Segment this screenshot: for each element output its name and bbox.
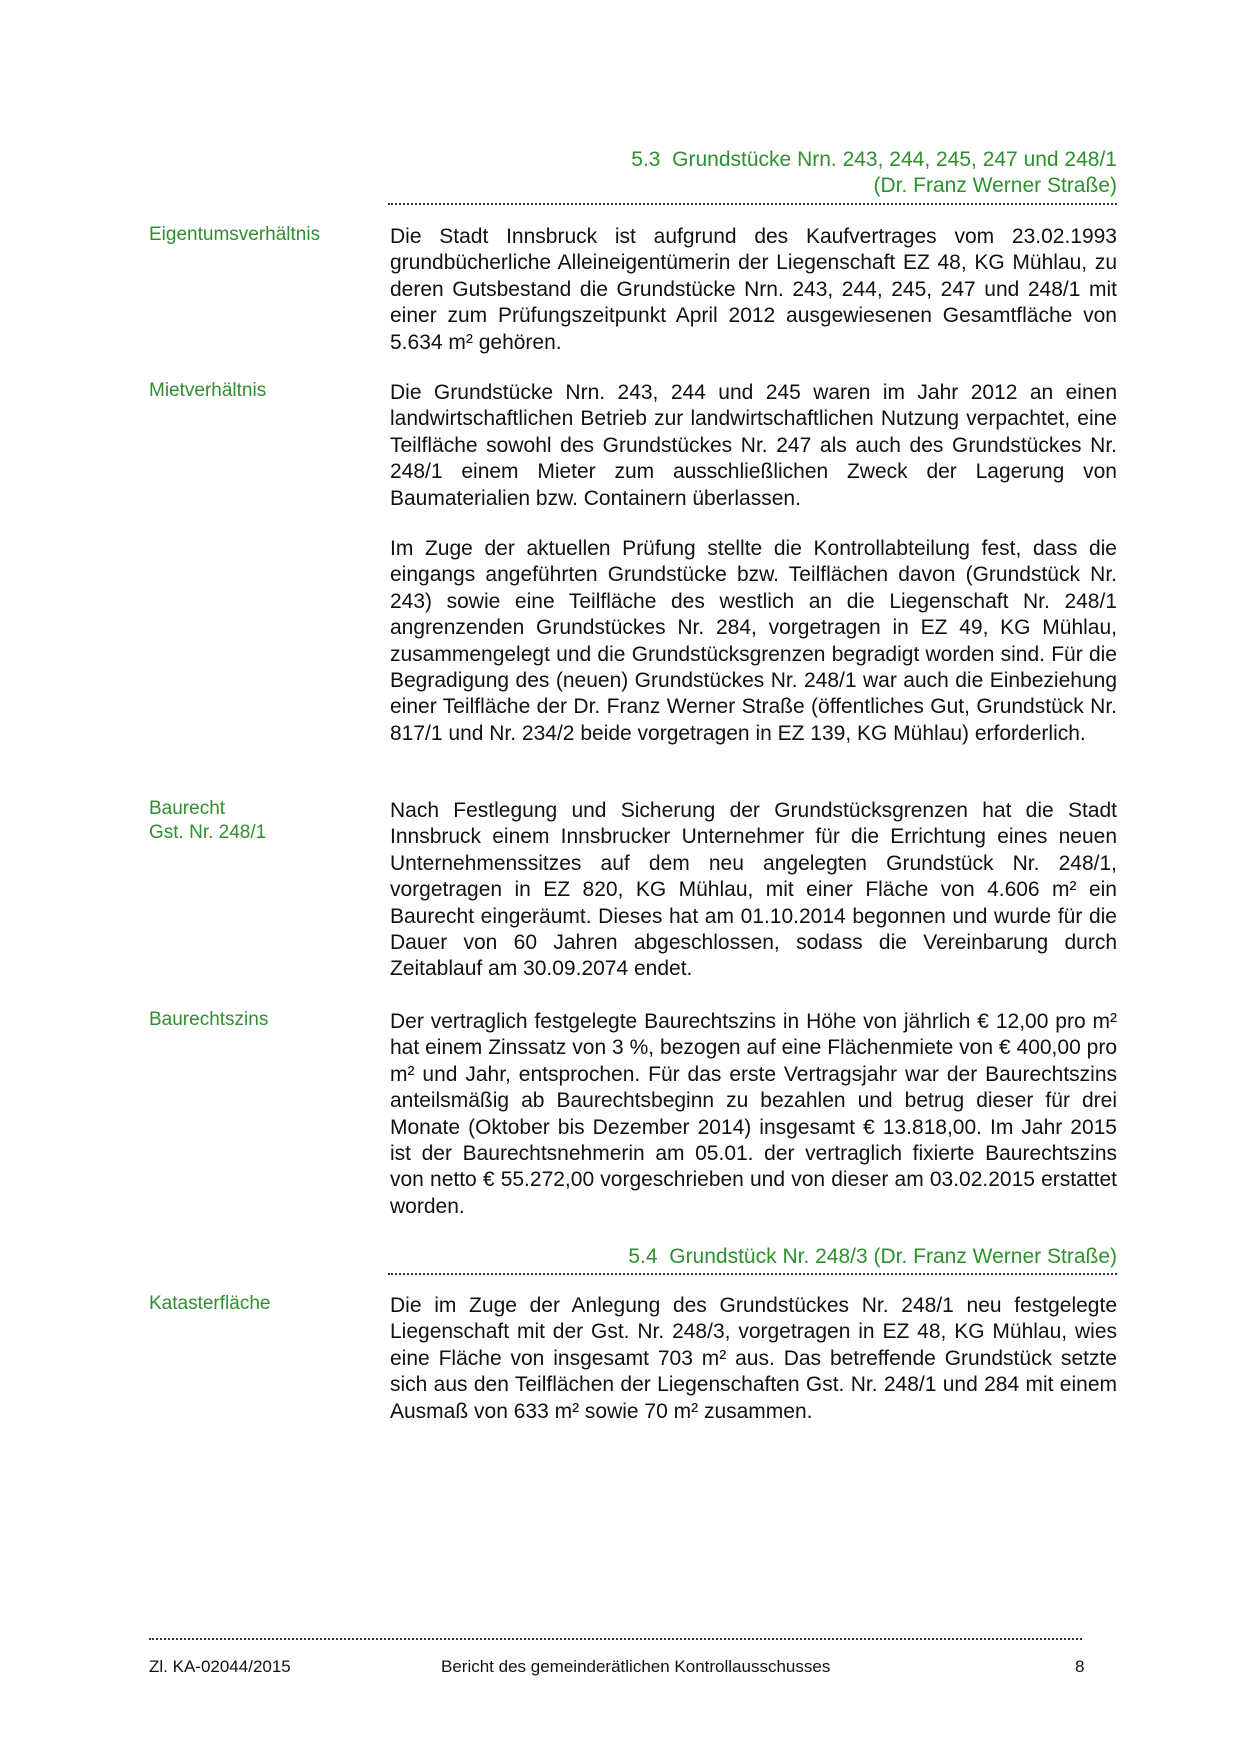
- margin-label-kataster: Katasterfläche: [149, 1293, 271, 1314]
- paragraph-zins: Der vertraglich festgelegte Baurechtszins in Höhe von jährlich € 12,00 pro m² hat einem Zinssatz von 3 %, bezogen auf eine Flächenmiete von € 400,00 pro m² und Jahr, entsprochen. Für das erste Vertragsjahr war der Baurechtszins anteilsmäßig ab Baurechtsbeginn zu bezahlen und betrug dieser für drei Monate (Oktober bis Dezember 2014) insgesamt € 13.818,00. Im Jahr 2015 ist der Baurechtsnehmerin am 05.01. der vertraglich fixierte Baurechtszins von netto € 55.272,00 vorgeschrieben und von dieser am 03.02.2015 erstattet worden.: [390, 1010, 1117, 1218]
- margin-label-baurecht-line1: Baurecht: [149, 798, 226, 819]
- margin-label-zins: Baurechtszins: [149, 1009, 269, 1030]
- section-number: 5.4: [628, 1245, 658, 1268]
- paragraph-kataster: Die im Zuge der Anlegung des Grundstückes Nr. 248/1 neu festgelegte Liegenschaft mit der Gst. Nr. 248/3, vorgetragen in EZ 48, KG Mühlau, wies eine Fläche von insgesamt 703 m² aus. Das betreffende Grundstück setzte sich aus den Teilflächen der Liegenschaften Gst. Nr. 248/1 und 284 mit einem Ausmaß von 633 m² sowie 70 m² zusammen.: [390, 1294, 1117, 1423]
- paragraph-miet: Die Grundstücke Nrn. 243, 244 und 245 waren im Jahr 2012 an einen landwirtschaftlichen Betrieb zur landwirtschaftlichen Nutzung verpachtet, eine Teilfläche sowohl des Grundstückes Nr. 247 als auch des Grundstückes Nr. 248/1 einem Mieter zum ausschließlichen Zweck der Lagerung von Baumaterialien bzw. Containern überlassen.: [390, 381, 1117, 510]
- margin-label-baurecht-line2: Gst. Nr. 248/1: [149, 822, 267, 843]
- section-title-line2: (Dr. Franz Werner Straße): [873, 174, 1117, 197]
- paragraph-baurecht: Nach Festlegung und Sicherung der Grundstücksgrenzen hat die Stadt Innsbruck einem Innsbrucker Unternehmer für die Errichtung eines neuen Unternehmenssitzes auf dem neu angelegten Grundstück Nr. 248/1, vorgetragen in EZ 820, KG Mühlau, mit einer Fläche von 4.606 m² ein Baurecht eingeräumt. Dieses hat am 01.10.2014 begonnen und wurde für die Dauer von 60 Jahren abgeschlossen, sodass die Vereinbarung durch Zeitablauf am 30.09.2074 endet.: [390, 799, 1117, 981]
- footer-divider: [149, 1638, 1082, 1640]
- paragraph-eigentum: Die Stadt Innsbruck ist aufgrund des Kaufvertrages vom 23.02.1993 grundbücherliche Alleineigentümerin der Liegenschaft EZ 48, KG Mühlau, zu deren Gutsbestand die Grundstücke Nrn. 243, 244, 245, 247 und 248/1 mit einer zum Prüfungszeitpunkt April 2012 ausgewiesenen Gesamtfläche von 5.634 m² gehören.: [390, 225, 1117, 354]
- section-number: 5.3: [631, 148, 661, 171]
- section-divider: [388, 203, 1117, 205]
- footer-reference: Zl. KA-02044/2015: [149, 1657, 291, 1676]
- section-title: Grundstück Nr. 248/3 (Dr. Franz Werner Straße): [669, 1245, 1117, 1268]
- paragraph-pruefung: Im Zuge der aktuellen Prüfung stellte die Kontrollabteilung fest, dass die eingangs angeführten Grundstücke bzw. Teilflächen davon (Grundstück Nr. 243) sowie eine Teilfläche des westlich an die Liegenschaft Nr. 248/1 angrenzenden Grundstückes Nr. 284, vorgetragen in EZ 49, KG Mühlau, zusammengelegt und die Grundstücksgrenzen begradigt worden sind. Für die Begradigung des (neuen) Grundstückes Nr. 248/1 war auch die Einbeziehung einer Teilfläche der Dr. Franz Werner Straße (öffentliches Gut, Grundstück Nr. 817/1 und Nr. 234/2 beide vorgetragen in EZ 139, KG Mühlau) erforderlich.: [390, 537, 1117, 745]
- section-heading-5-3: [388, 147, 1117, 199]
- margin-label-eigentum: Eigentumsverhältnis: [149, 224, 321, 245]
- footer-title: Bericht des gemeinderätlichen Kontrollausschusses: [441, 1657, 831, 1676]
- margin-label-baurecht: [149, 797, 266, 845]
- margin-label-miet: Mietverhältnis: [149, 380, 267, 401]
- page-number: 8: [1075, 1657, 1085, 1676]
- section-heading-5-4: [388, 1244, 1117, 1270]
- section-divider: [388, 1273, 1117, 1275]
- section-title-line1: Grundstücke Nrn. 243, 244, 245, 247 und 248/1: [672, 148, 1117, 171]
